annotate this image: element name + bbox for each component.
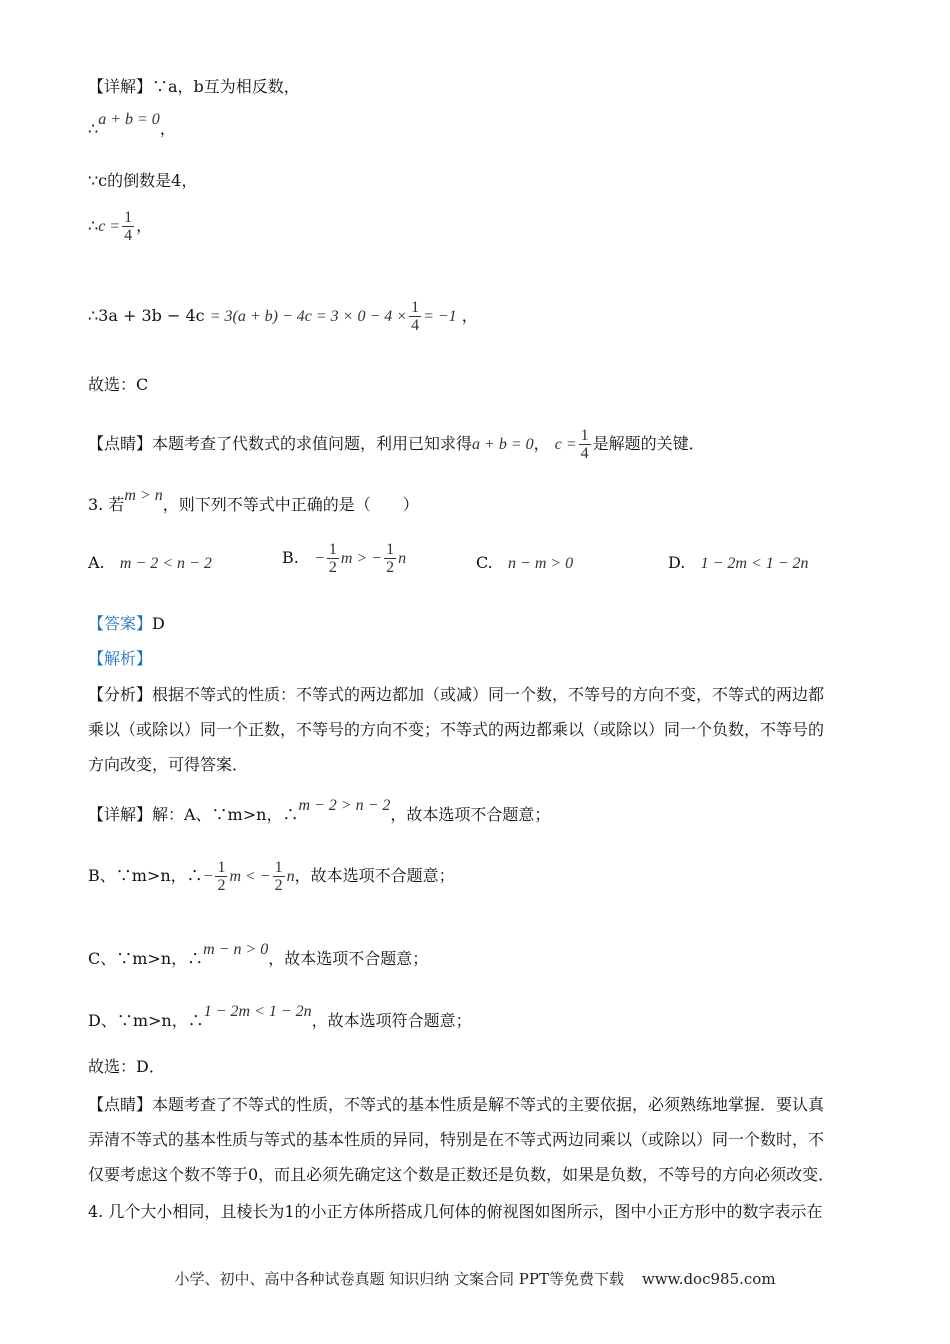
therefore-symbol: ∴ — [88, 119, 99, 138]
option-label: A. — [88, 553, 105, 572]
fraction-numerator: 1 — [328, 541, 337, 558]
therefore-expr: ∴3a + 3b − 4c — [88, 306, 205, 325]
punct: ， — [136, 216, 153, 235]
question-text: ，则下列不等式中正确的是（ ） — [162, 495, 419, 514]
detail-c — [88, 941, 429, 971]
detail-a — [88, 797, 551, 827]
fraction — [579, 427, 591, 462]
detail-text: C、∵m>n，∴ — [88, 949, 204, 968]
math-expr: m − 2 < n − 2 — [119, 555, 212, 572]
analysis-line-3: 方向改变，可得答案． — [88, 755, 249, 774]
option-c — [476, 552, 573, 575]
comment-line — [88, 424, 705, 465]
math-expr: − — [202, 868, 214, 885]
detail-text: ，故本选项符合题意； — [311, 1011, 472, 1030]
math-expr: c = — [554, 436, 577, 453]
fraction-denominator: 2 — [274, 877, 283, 894]
math-expr: n — [286, 868, 295, 885]
question-4-stem: 4. 几个大小相同，且棱长为1的小正方体所搭成几何体的俯视图如图所示，图中小正方形中的数字表示在 — [88, 1202, 823, 1221]
fraction-numerator: 1 — [411, 299, 420, 316]
fraction — [215, 859, 227, 894]
fraction-numerator: 1 — [217, 859, 226, 876]
detail-line-5 — [88, 296, 478, 337]
math-expr: 1 − 2m < 1 − 2n — [203, 1003, 312, 1020]
detail-text: ，故本选项不合题意； — [294, 866, 455, 885]
detail-line-4 — [88, 206, 152, 247]
option-b — [282, 538, 406, 579]
detail-text: D、∵m>n，∴ — [88, 1011, 204, 1030]
detail-line-3: ∵c的倒数是4， — [88, 171, 198, 190]
punct: ， — [159, 119, 176, 138]
comment-line-3: 仅要考虑这个数不等于0，而且必须先确定这个数是正数还是负数，如果是负数，不等号的方向必须改变． — [88, 1165, 835, 1184]
analysis-line-2: 乘以（或除以）同一个正数，不等号的方向不变；不等式的两边都乘以（或除以）同一个负数，不等号的 — [88, 720, 825, 739]
detail-line-2 — [88, 111, 176, 141]
fraction — [384, 541, 396, 576]
therefore-symbol: ∴ — [88, 216, 99, 235]
math-expr: c = — [98, 218, 121, 235]
analysis-line-1: 【分析】根据不等式的性质：不等式的两边都加（或减）同一个数，不等号的方向不变，不等式的两边都 — [88, 685, 825, 704]
math-expr: m − 2 > n − 2 — [298, 797, 391, 814]
math-expr: 1 − 2m < 1 − 2n — [700, 555, 809, 572]
option-d — [668, 552, 809, 575]
math-expr: n — [398, 550, 407, 567]
math-expr: = −1 — [423, 308, 457, 325]
page-footer — [0, 1268, 950, 1289]
math-expr: m < − — [229, 868, 271, 885]
detail-b — [88, 856, 455, 897]
math-expr: a + b = 0 — [98, 111, 160, 128]
detail-text: ，故本选项不合题意； — [268, 949, 429, 968]
comment-text: 【点睛】本题考查了代数式的求值问题，利用已知求得 — [88, 434, 473, 453]
fraction-numerator: 1 — [580, 427, 589, 444]
fraction-denominator: 4 — [124, 227, 133, 244]
question-number: 3. 若 — [88, 495, 125, 514]
math-expr: m > n — [124, 487, 163, 504]
option-label: B. — [282, 548, 299, 567]
option-a — [88, 552, 212, 575]
detail-line-6: 故选：C — [88, 375, 149, 394]
punct: ， — [533, 434, 550, 453]
question-3-stem — [88, 487, 419, 517]
option-label: C. — [476, 553, 493, 572]
fraction — [327, 541, 339, 576]
fraction — [122, 209, 134, 244]
comment-line-2: 弄清不等式的基本性质与等式的基本性质的异同，特别是在不等式两边同乘以（或除以）同一个数时，不 — [88, 1130, 825, 1149]
punct: ， — [461, 306, 478, 325]
math-expr: n − m > 0 — [508, 555, 574, 572]
detail-text: B、∵m>n，∴ — [88, 866, 203, 885]
detail-line-1: 【详解】∵a，b互为相反数， — [88, 77, 300, 96]
math-expr: = 3(a + b) − 4c = 3 × 0 − 4 × — [209, 308, 408, 325]
math-expr: m > − — [340, 550, 383, 567]
choose-line: 故选：D． — [88, 1057, 165, 1076]
fraction-denominator: 2 — [217, 877, 226, 894]
math-expr: − — [314, 550, 325, 567]
footer-text: 小学、初中、高中各种试卷真题 知识归纳 文案合同 PPT等免费下载 — [174, 1270, 624, 1288]
fraction — [273, 859, 285, 894]
answer-line — [88, 613, 165, 635]
detail-text: 【详解】解：A、∵m>n，∴ — [88, 805, 299, 824]
analysis-tag: 【解析】 — [88, 649, 153, 668]
fraction-denominator: 2 — [328, 559, 337, 576]
option-label: D. — [668, 553, 686, 572]
fraction-numerator: 1 — [124, 209, 133, 226]
fraction-numerator: 1 — [274, 859, 283, 876]
math-expr: m − n > 0 — [203, 941, 269, 958]
math-expr: a + b = 0 — [472, 436, 534, 453]
footer-site: www.doc985.com — [641, 1270, 776, 1288]
answer-tag: 【答案】 — [88, 614, 153, 633]
fraction — [409, 299, 421, 334]
fraction-denominator: 2 — [386, 559, 395, 576]
answer-value: D — [152, 614, 165, 633]
detail-d — [88, 1003, 472, 1033]
fraction-denominator: 4 — [580, 445, 589, 462]
detail-text: ，故本选项不合题意； — [390, 805, 551, 824]
comment-text: 是解题的关键． — [592, 434, 705, 453]
fraction-numerator: 1 — [386, 541, 395, 558]
comment-line-1: 【点睛】本题考查了不等式的性质，不等式的基本性质是解不等式的主要依据，必须熟练地掌握．要认真 — [88, 1095, 825, 1114]
fraction-denominator: 4 — [411, 317, 420, 334]
